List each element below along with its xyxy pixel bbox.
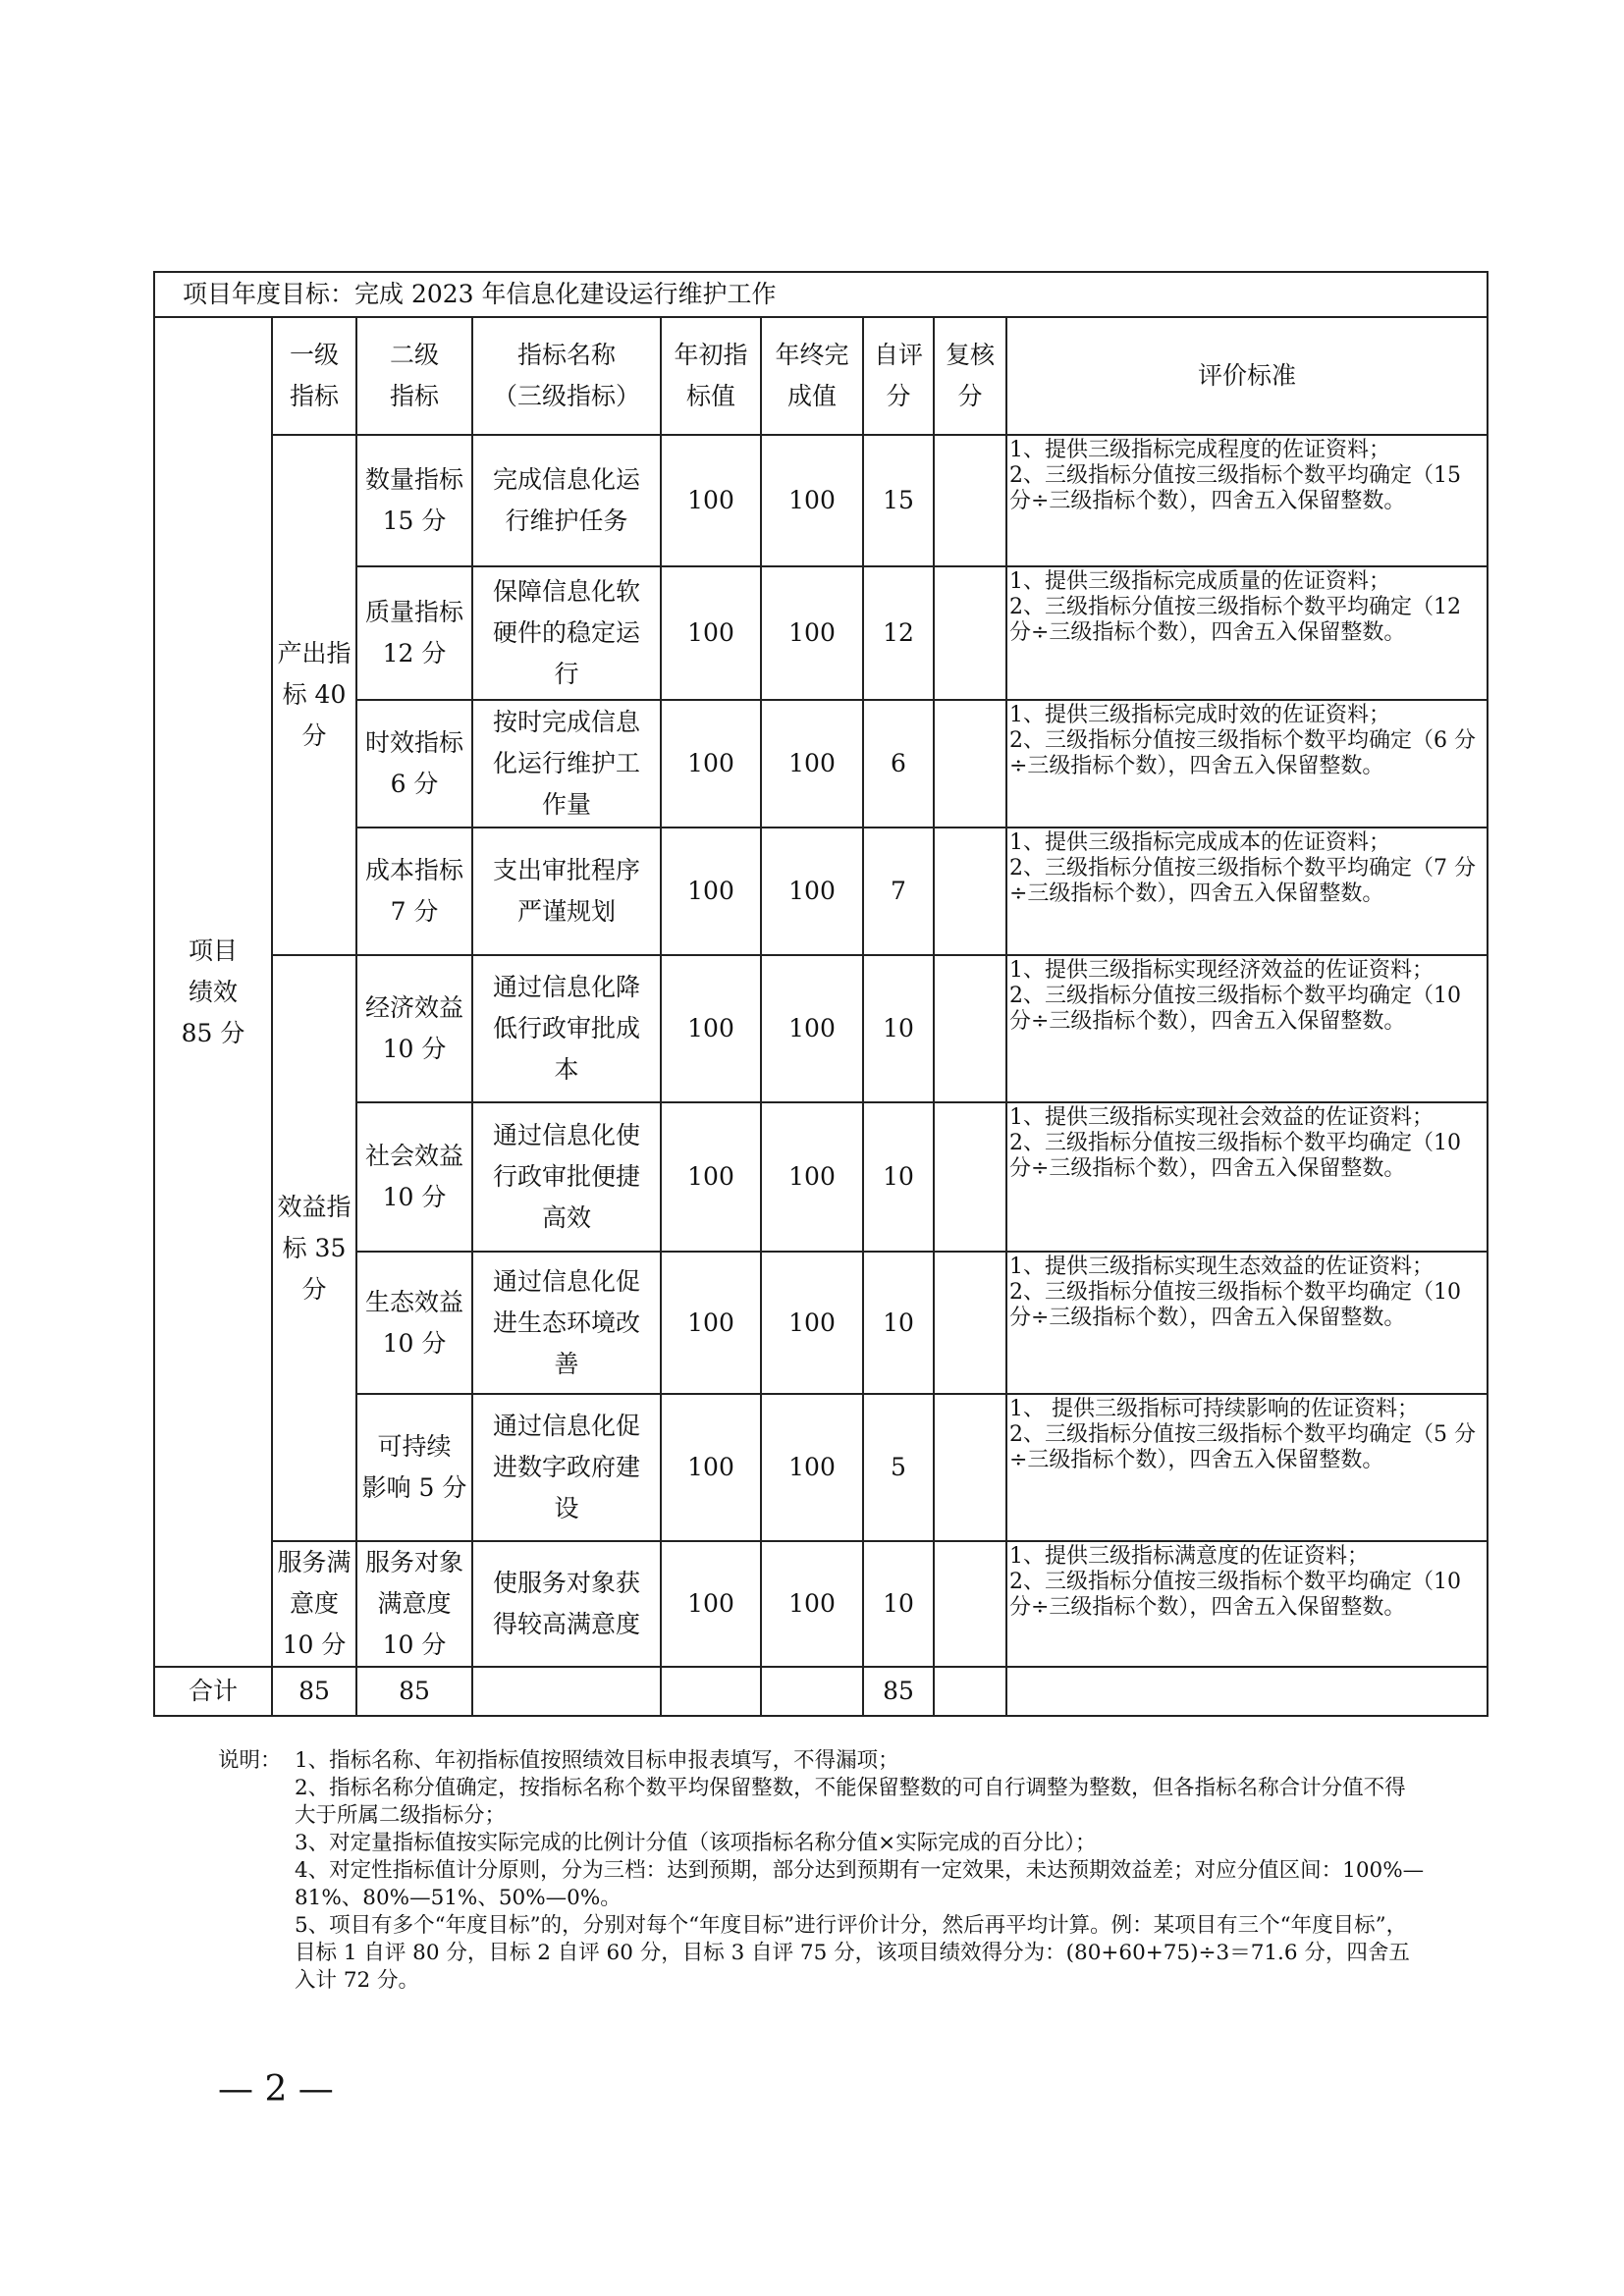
total-empty (472, 1667, 661, 1716)
notes-label: 说明： (218, 1748, 282, 1773)
self-score-cell: 15 (863, 435, 934, 566)
header-row (154, 317, 1488, 435)
header-self: 自评 分 (863, 317, 934, 435)
criteria-line: 2、三级指标分值按三级指标个数平均确定（10 分÷三级指标个数），四舍五入保留整数。 (1009, 1570, 1461, 1620)
criteria-cell (1006, 566, 1488, 700)
final-value-cell: 100 (761, 566, 863, 700)
note-text: 2、指标名称分值确定，按指标名称个数平均保留整数，不能保留整数的可自行调整为整数，但各指标名称合计分值不得大于所属二级指标分； (295, 1776, 1406, 1828)
note-text: 5、项目有多个“年度目标”的，分别对每个“年度目标”进行评价计分，然后再平均计算。例：某项目有三个“年度目标”，目标 1 自评 80 分，目标 2 自评 60 分，目标 3 自评 75 分，该项目绩效得分为：(80+60+75)÷3＝71.6 分，四舍五入计 72 分。 (295, 1913, 1410, 1993)
initial-value-cell: 100 (661, 1102, 761, 1252)
criteria-line: 2、三级指标分值按三级指标个数平均确定（10 分÷三级指标个数），四舍五入保留整数。 (1009, 984, 1461, 1034)
header-final: 年终完 成值 (761, 317, 863, 435)
indicator-name-cell: 使服务对象获 得较高满意度 (472, 1541, 661, 1667)
level2-cell: 可持续 影响 5 分 (356, 1394, 472, 1541)
level2-cell: 社会效益 10 分 (356, 1102, 472, 1252)
criteria-cell (1006, 1102, 1488, 1252)
final-value-cell: 100 (761, 955, 863, 1102)
initial-value-cell: 100 (661, 566, 761, 700)
level1-cell: 服务满 意度 10 分 (272, 1541, 356, 1667)
review-score-cell (934, 700, 1006, 828)
self-score-cell: 12 (863, 566, 934, 700)
note-text: 1、指标名称、年初指标值按照绩效目标申报表填写，不得漏项； (295, 1748, 899, 1773)
indicator-name-cell: 通过信息化促 进生态环境改 善 (472, 1252, 661, 1394)
header-name: 指标名称 （三级指标） (472, 317, 661, 435)
level2-cell: 时效指标 6 分 (356, 700, 472, 828)
criteria-line: 1、 提供三级指标可持续影响的佐证资料； (1009, 1397, 1419, 1421)
initial-value-cell: 100 (661, 1541, 761, 1667)
total-empty (934, 1667, 1006, 1716)
criteria-cell (1006, 955, 1488, 1102)
self-score-cell: 5 (863, 1394, 934, 1541)
total-label: 合计 (154, 1667, 272, 1716)
criteria-line: 1、提供三级指标实现生态效益的佐证资料； (1009, 1255, 1434, 1279)
criteria-line: 2、三级指标分值按三级指标个数平均确定（5 分÷三级指标个数），四舍五入保留整数。 (1009, 1422, 1476, 1472)
level1-cell: 效益指 标 35 分 (272, 955, 356, 1541)
final-value-cell: 100 (761, 828, 863, 955)
header-review: 复核 分 (934, 317, 1006, 435)
total-empty (761, 1667, 863, 1716)
initial-value-cell: 100 (661, 1394, 761, 1541)
review-score-cell (934, 828, 1006, 955)
criteria-line: 2、三级指标分值按三级指标个数平均确定（7 分÷三级指标个数），四舍五入保留整数。 (1009, 856, 1476, 906)
criteria-line: 1、提供三级指标完成时效的佐证资料； (1009, 703, 1390, 727)
final-value-cell: 100 (761, 700, 863, 828)
criteria-line: 1、提供三级指标完成成本的佐证资料； (1009, 830, 1390, 855)
self-score-cell: 10 (863, 1102, 934, 1252)
table-row (154, 955, 1488, 1102)
criteria-line: 1、提供三级指标完成程度的佐证资料； (1009, 438, 1390, 462)
level2-cell: 数量指标 15 分 (356, 435, 472, 566)
indicator-name-cell: 支出审批程序 严谨规划 (472, 828, 661, 955)
review-score-cell (934, 566, 1006, 700)
criteria-cell (1006, 435, 1488, 566)
header-criteria: 评价标准 (1006, 317, 1488, 435)
final-value-cell: 100 (761, 1252, 863, 1394)
header-level1: 一级 指标 (272, 317, 356, 435)
note-item-1 (218, 1747, 1426, 1775)
indicator-name-cell: 按时完成信息 化运行维护工 作量 (472, 700, 661, 828)
note-item-4 (218, 1857, 1426, 1912)
criteria-cell (1006, 828, 1488, 955)
indicator-name-cell: 保障信息化软 硬件的稳定运 行 (472, 566, 661, 700)
criteria-line: 1、提供三级指标实现社会效益的佐证资料； (1009, 1105, 1434, 1130)
review-score-cell (934, 435, 1006, 566)
criteria-line: 1、提供三级指标实现经济效益的佐证资料； (1009, 958, 1434, 983)
self-score-cell: 10 (863, 955, 934, 1102)
criteria-cell (1006, 1252, 1488, 1394)
section-label: 项目 绩效 85 分 (154, 317, 272, 1667)
total-empty (1006, 1667, 1488, 1716)
review-score-cell (934, 1252, 1006, 1394)
level2-cell: 服务对象 满意度 10 分 (356, 1541, 472, 1667)
level2-cell: 生态效益 10 分 (356, 1252, 472, 1394)
self-score-cell: 10 (863, 1252, 934, 1394)
level1-cell: 产出指 标 40 分 (272, 435, 356, 955)
review-score-cell (934, 1394, 1006, 1541)
criteria-line: 2、三级指标分值按三级指标个数平均确定（12 分÷三级指标个数），四舍五入保留整数。 (1009, 595, 1461, 645)
initial-value-cell: 100 (661, 435, 761, 566)
indicator-name-cell: 通过信息化降 低行政审批成 本 (472, 955, 661, 1102)
criteria-line: 2、三级指标分值按三级指标个数平均确定（6 分÷三级指标个数），四舍五入保留整数。 (1009, 728, 1476, 778)
final-value-cell: 100 (761, 435, 863, 566)
initial-value-cell: 100 (661, 955, 761, 1102)
self-score-cell: 7 (863, 828, 934, 955)
total-empty (661, 1667, 761, 1716)
level2-cell: 质量指标 12 分 (356, 566, 472, 700)
table-row (154, 435, 1488, 566)
total-self: 85 (863, 1667, 934, 1716)
total-row (154, 1667, 1488, 1716)
notes (218, 1747, 1426, 1995)
final-value-cell: 100 (761, 1541, 863, 1667)
indicator-name-cell: 完成信息化运 行维护任务 (472, 435, 661, 566)
header-level2: 二级 指标 (356, 317, 472, 435)
criteria-line: 1、提供三级指标完成质量的佐证资料； (1009, 569, 1390, 594)
table-body (154, 272, 1488, 1716)
indicator-name-cell: 通过信息化促 进数字政府建 设 (472, 1394, 661, 1541)
total-level1: 85 (272, 1667, 356, 1716)
total-level2: 85 (356, 1667, 472, 1716)
note-item-3 (218, 1830, 1426, 1857)
criteria-line: 1、提供三级指标满意度的佐证资料； (1009, 1544, 1369, 1569)
review-score-cell (934, 1541, 1006, 1667)
review-score-cell (934, 955, 1006, 1102)
level2-cell: 成本指标 7 分 (356, 828, 472, 955)
performance-evaluation-table (153, 271, 1489, 1717)
note-text: 3、对定量指标值按实际完成的比例计分值（该项指标名称分值×实际完成的百分比）； (295, 1831, 1097, 1855)
indicator-name-cell: 通过信息化使 行政审批便捷 高效 (472, 1102, 661, 1252)
table-row (154, 1541, 1488, 1667)
criteria-line: 2、三级指标分值按三级指标个数平均确定（10 分÷三级指标个数），四舍五入保留整数。 (1009, 1131, 1461, 1181)
criteria-line: 2、三级指标分值按三级指标个数平均确定（15 分÷三级指标个数），四舍五入保留整数。 (1009, 463, 1461, 513)
initial-value-cell: 100 (661, 700, 761, 828)
criteria-line: 2、三级指标分值按三级指标个数平均确定（10 分÷三级指标个数），四舍五入保留整数。 (1009, 1280, 1461, 1330)
self-score-cell: 6 (863, 700, 934, 828)
final-value-cell: 100 (761, 1102, 863, 1252)
note-item-2 (218, 1775, 1426, 1830)
criteria-cell (1006, 700, 1488, 828)
criteria-cell (1006, 1541, 1488, 1667)
final-value-cell: 100 (761, 1394, 863, 1541)
self-score-cell: 10 (863, 1541, 934, 1667)
annual-goal: 项目年度目标：完成 2023 年信息化建设运行维护工作 (154, 272, 1488, 317)
header-initial: 年初指 标值 (661, 317, 761, 435)
initial-value-cell: 100 (661, 828, 761, 955)
initial-value-cell: 100 (661, 1252, 761, 1394)
note-text: 4、对定性指标值计分原则，分为三档：达到预期，部分达到预期有一定效果，未达预期效益差；对应分值区间：100%—81%、80%—51%、50%—0%。 (295, 1858, 1425, 1910)
level2-cell: 经济效益 10 分 (356, 955, 472, 1102)
review-score-cell (934, 1102, 1006, 1252)
note-item-5 (218, 1912, 1426, 1995)
criteria-cell (1006, 1394, 1488, 1541)
page-number: — 2 — (218, 2069, 334, 2109)
